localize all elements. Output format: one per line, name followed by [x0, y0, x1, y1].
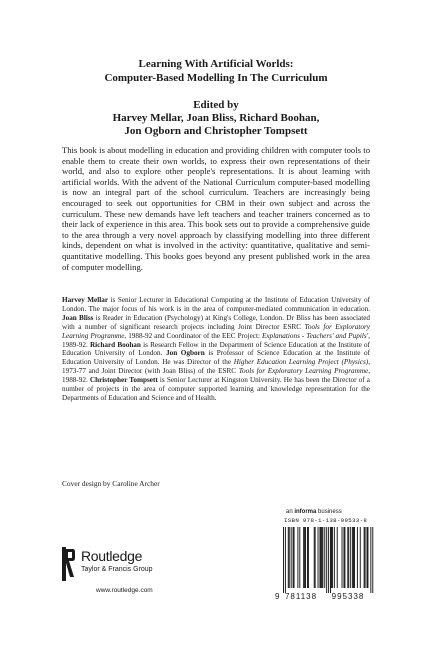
barcode-bar	[352, 527, 353, 588]
barcode-bar	[334, 527, 335, 588]
bio-text: , 1988-92.	[62, 367, 370, 385]
barcode-bar	[307, 527, 308, 588]
barcode-graphic	[274, 525, 377, 602]
informa-business-label: an informa business	[286, 509, 342, 515]
barcode-bar	[294, 527, 295, 588]
barcode-bar	[288, 527, 289, 588]
barcode-bar	[331, 527, 332, 588]
bio-text: , 1988-92 and Coordinator of the EEC Project:	[124, 331, 262, 340]
bio-text: is Reader in Education (Psychology) at King's College, London. Dr Bliss has been associated with a number of significant research projects including Joint Director ESRC	[62, 313, 370, 331]
barcode-bar	[285, 527, 286, 593]
barcode-bar	[350, 527, 351, 588]
barcode-bar	[357, 527, 358, 588]
publisher-name: Routledge	[81, 548, 143, 564]
barcode-bar	[353, 527, 354, 588]
author-name-bliss: Joan Bliss	[62, 313, 94, 322]
barcode-bar	[343, 527, 344, 588]
barcode-bar	[308, 527, 309, 588]
barcode-bar	[297, 527, 298, 588]
barcode-bar	[364, 527, 365, 588]
book-title	[0, 57, 432, 85]
barcode-bar	[372, 527, 373, 593]
barcode-bar	[321, 527, 322, 588]
publisher-group: Taylor & Francis Group	[81, 566, 153, 573]
author-name-ogborn: Jon Ogborn	[166, 349, 205, 358]
barcode-bar	[314, 527, 315, 588]
barcode-bar	[344, 527, 345, 588]
barcode-bar	[354, 527, 355, 588]
title-line-1: Learning With Artificial Worlds:	[138, 58, 294, 70]
project-title: Tools for Exploratory Learning Programme	[238, 367, 369, 376]
bio-text: is Senior Lecturer in Educational Computing at the Institute of Education University of London. The major focus of his work is in the area of computer-mediated communication in education.	[62, 296, 370, 313]
barcode-bar	[318, 527, 319, 588]
barcode-bar	[289, 527, 290, 588]
barcode-bar	[332, 527, 333, 588]
bio-text: , 1973-77 and Joint Director (with Joan Bliss) of the ESRC	[62, 358, 370, 376]
author-name-mellar: Harvey Mellar	[62, 296, 109, 304]
publisher-website: www.routledge.com	[96, 587, 153, 594]
barcode-bar	[367, 527, 368, 588]
barcode-bar	[283, 527, 284, 593]
bio-text: is Senior Lecturer at Kingston University. He has been the Director of a number of projects in the area of computer supported learning and knowledge representation for the Departments of Education and Science and of Health.	[62, 376, 370, 402]
author-name-tompsett: Christopher Tompsett	[89, 376, 158, 385]
barcode-bar	[305, 527, 306, 588]
barcode-bar	[342, 527, 343, 588]
barcode-bar	[360, 527, 361, 588]
barcode-bar	[328, 527, 329, 593]
barcode-bar	[347, 527, 348, 588]
barcode-bar	[315, 527, 316, 588]
editors-line-1: Harvey Mellar, Joan Bliss, Richard Boohan,	[112, 112, 320, 124]
bio-text: is Research Fellow in the Department of Science Education at the Institute of Education University of London.	[62, 340, 370, 358]
project-title: Higher Education Learning Project (Physics)	[233, 358, 369, 367]
routledge-logo-icon	[62, 547, 75, 581]
project-title: Explanations - Teachers' and Pupils'	[261, 331, 369, 340]
barcode-digits-right: 995338	[331, 592, 365, 601]
barcode-bar	[291, 527, 292, 588]
barcode-bar	[299, 527, 300, 588]
barcode-bar	[365, 527, 366, 588]
bio-text: is Professor of Science Education at the Institute of Education University of London. He was Director of the	[62, 349, 370, 367]
isbn-label: ISBN 978-1-138-99533-8	[284, 517, 368, 524]
editors-line-2: Jon Ogborn and Christopher Tompsett	[124, 125, 308, 137]
barcode-bar	[293, 527, 294, 588]
barcode-bar	[348, 527, 349, 588]
barcode-bar	[319, 527, 320, 588]
editors-block	[0, 99, 432, 138]
barcode-digit-first: 9	[275, 592, 280, 601]
bio-text: , 1989-92.	[62, 331, 370, 349]
barcode	[274, 525, 377, 602]
barcode-bar	[337, 527, 338, 588]
barcode-bar	[326, 527, 327, 593]
barcode-bar	[324, 527, 325, 588]
author-name-boohan: Richard Boohan	[89, 340, 141, 349]
barcode-bar	[370, 527, 371, 593]
barcode-bar	[303, 527, 304, 588]
barcode-bar	[367, 527, 368, 588]
title-line-2: Computer-Based Modelling In The Curriculum	[104, 72, 328, 84]
barcode-bar	[322, 527, 323, 588]
barcode-bar	[304, 527, 305, 588]
barcode-digits-left: 781138	[284, 592, 318, 601]
edited-by-label: Edited by	[193, 99, 239, 111]
cover-design-credit: Cover design by Caroline Archer	[62, 479, 160, 488]
author-biographies	[62, 296, 370, 403]
barcode-bar	[330, 527, 331, 593]
project-title: Tools for Exploratory Learning Programme	[62, 322, 370, 340]
barcode-bar	[320, 527, 321, 588]
book-description: This book is about modelling in education and providing children with computer tools to enable them to create their own worlds, to express their own representations of their world, and also to explore other people's representations. It is about learning with artificial worlds. With the advent of the National Curriculum computer-based modelling is now an integral part of the school curriculum. Teachers are increasingly being encouraged to seek out opportunities for CBM in their own subject and across the curriculum. These new demands have left teachers and teacher trainers concerned as to their lack of experience in this area. This book sets out to provide a comprehensive guide to the area through a very novel approach by classifying modelling into three different kinds, dependent on what is involved in the activity: quantitative, qualitative and semi-quantitative modelling. This books goes beyond any present published work in the area of computer modelling.	[62, 145, 370, 272]
